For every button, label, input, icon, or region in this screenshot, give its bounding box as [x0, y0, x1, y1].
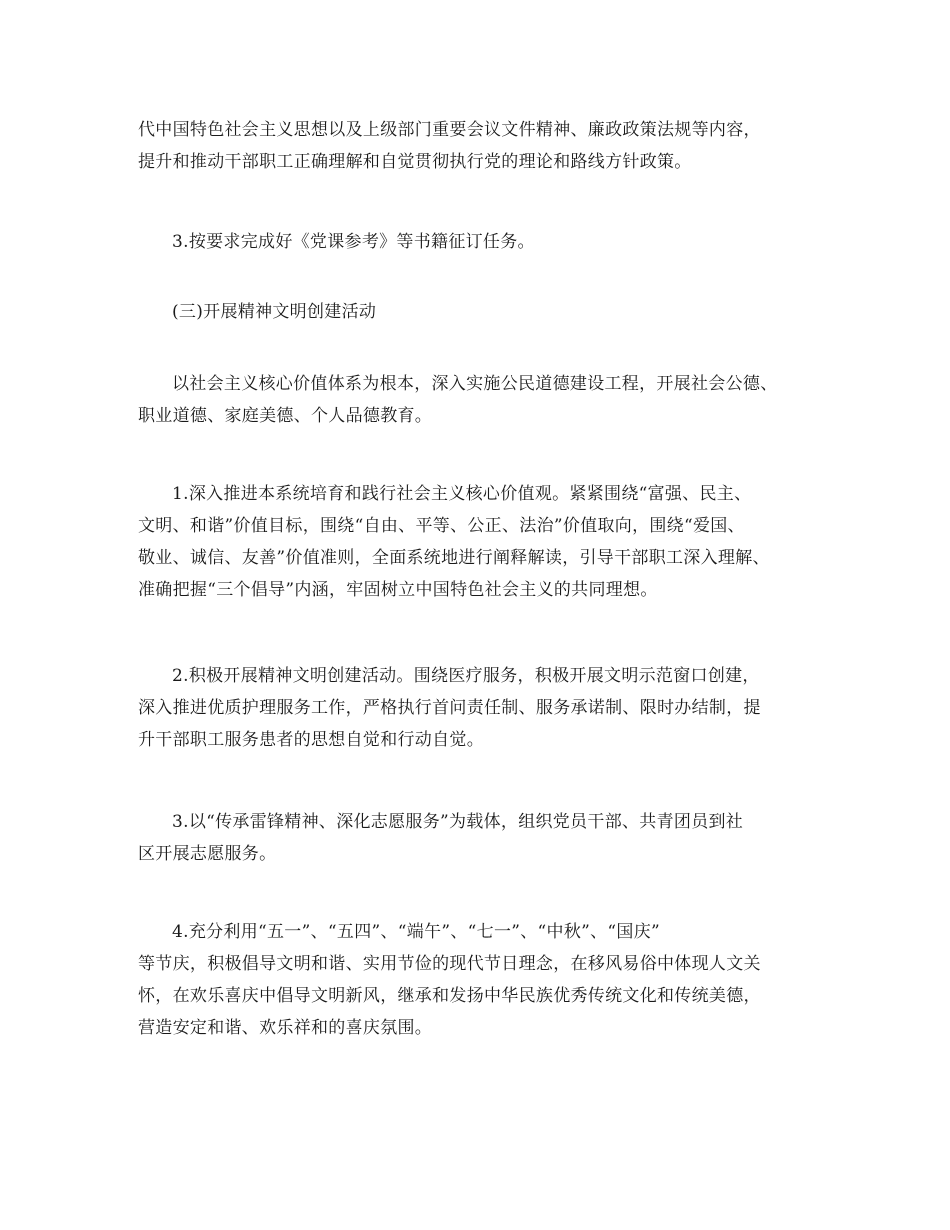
paragraph-line: 等节庆，积极倡导文明和谐、实用节俭的现代节日理念，在移风易俗中体现人文关 [138, 954, 761, 974]
paragraph-line: 区开展志愿服务。 [138, 844, 277, 864]
paragraph-line: 营造安定和谐、欢乐祥和的喜庆氛围。 [138, 1018, 433, 1038]
paragraph-line: 准确把握“三个倡导”内涵，牢固树立中国特色社会主义的共同理想。 [138, 580, 658, 600]
paragraph-item-4 [138, 916, 828, 1044]
paragraph-line: 4.充分利用“五一”、“五四”、“端午”、“七一”、“中秋”、“国庆” [172, 922, 661, 942]
paragraph-line: 深入推进优质护理服务工作，严格执行首问责任制、服务承诺制、限时办结制，提 [138, 698, 761, 718]
paragraph-line: 3.以“传承雷锋精神、深化志愿服务”为载体，组织党员干部、共青团员到社 [172, 812, 744, 832]
paragraph-line: 1.深入推进本系统培育和践行社会主义核心价值观。紧紧围绕“富强、民主、 [172, 484, 752, 504]
paragraph-line: 怀，在欢乐喜庆中倡导文明新风，继承和发扬中华民族优秀传统文化和传统美德， [138, 986, 761, 1006]
paragraph-item-3-volunteer [138, 806, 828, 870]
paragraph-line: 升干部职工服务患者的思想自觉和行动自觉。 [138, 730, 484, 750]
paragraph-item-2 [138, 660, 828, 756]
paragraph-line: 提升和推动干部职工正确理解和自觉贯彻执行党的理论和路线方针政策。 [138, 152, 692, 172]
paragraph-continuation [138, 114, 828, 178]
paragraph-line: 3.按要求完成好《党课参考》等书籍征订任务。 [172, 232, 535, 252]
paragraph-line: 敬业、诚信、友善”价值准则，全面系统地进行阐释解读，引导干部职工深入理解、 [138, 548, 770, 568]
paragraph-line: 职业道德、家庭美德、个人品德教育。 [138, 406, 433, 426]
paragraph-item-3-books [138, 226, 828, 258]
paragraph-line: 代中国特色社会主义思想以及上级部门重要会议文件精神、廉政政策法规等内容， [138, 120, 761, 140]
paragraph-line: 2.积极开展精神文明创建活动。围绕医疗服务，积极开展文明示范窗口创建， [172, 666, 760, 686]
section-heading [138, 296, 828, 328]
paragraph-item-1 [138, 478, 828, 606]
paragraph-line: 文明、和谐”价值目标，围绕“自由、平等、公正、法治”价值取向，围绕“爱国、 [138, 516, 745, 536]
section-heading-text: (三)开展精神文明创建活动 [172, 302, 377, 322]
paragraph-intro [138, 368, 828, 432]
paragraph-line: 以社会主义核心价值体系为根本，深入实施公民道德建设工程，开展社会公德、 [172, 374, 778, 394]
